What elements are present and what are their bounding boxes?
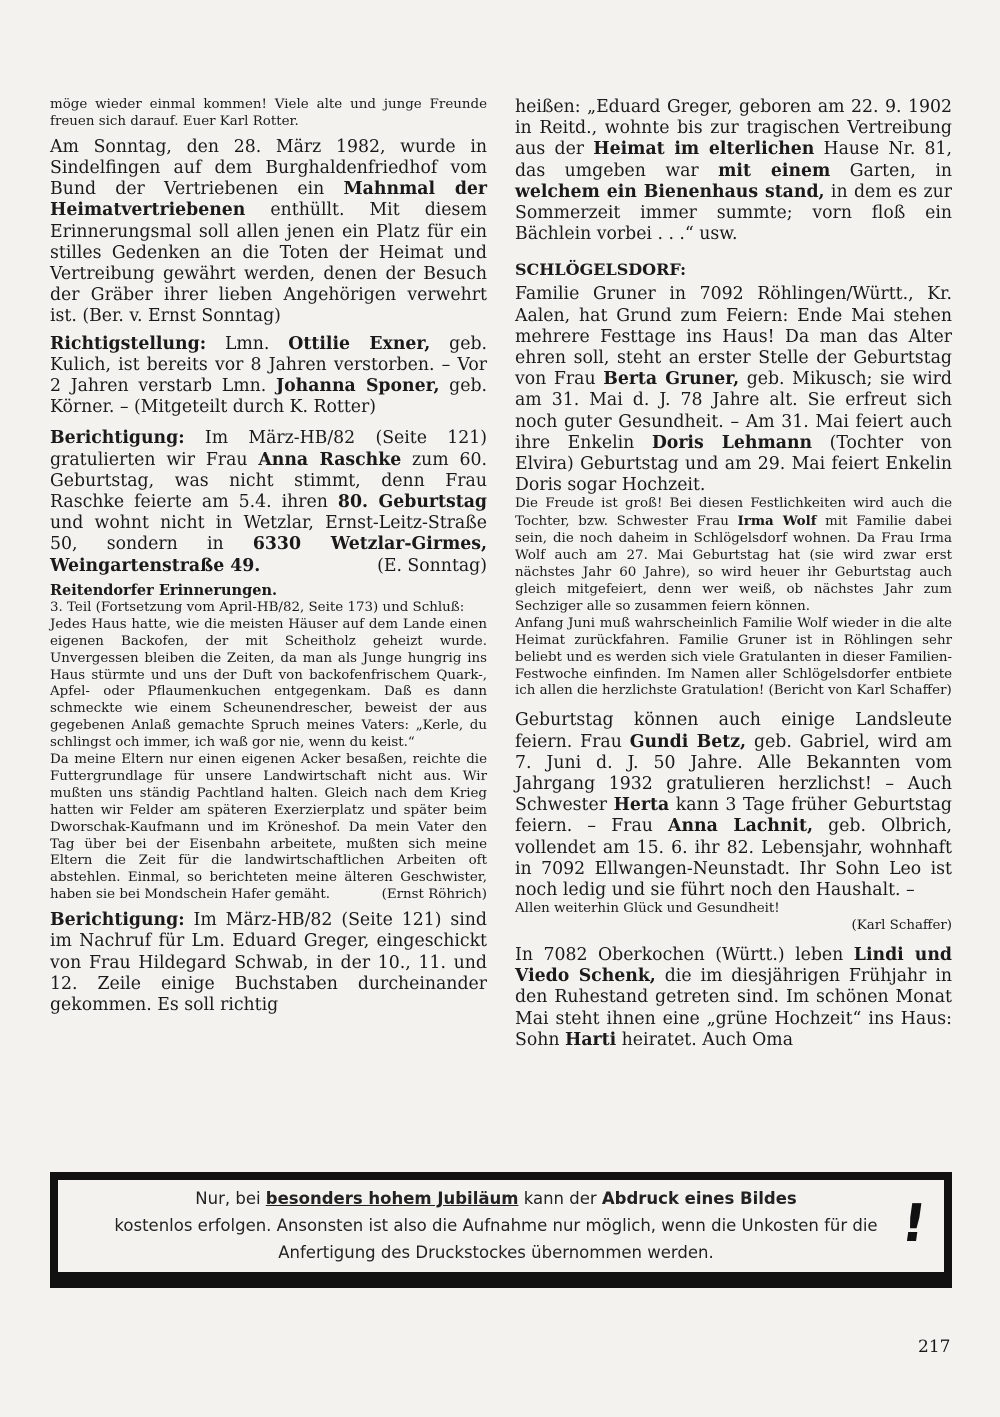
paragraph-mahnmal: Am Sonntag, den 28. März 1982, wurde in Sindelfingen auf dem Burghaldenfriedhof vom Bund der Vertriebenen ein Mahnmal der Heimatvertriebenen enthüllt. Mit diesem Erinnerungsmal soll allen jenen ein Platz für ein stilles Gedenken an die Toten der Heimat und Vertreibung gewährt werden, denen der Besuch der Gräber ihrer lieben Angehörigen verwehrt ist. (Ber. v. Ernst Sonntag) [50,136,487,327]
section-subheading: Reitendorfer Erinnerungen. [50,581,278,599]
notice-text: Nur, bei besonders hohem Jubiläum kann der Abdruck eines Bildes kostenlos erfolgen. Ansonsten ist also die Aufnahme nur möglich, wenn die Unkosten für die Anfertigung des Druckstockes übernommen werden. ! [58,1180,944,1272]
paragraph: Anfang Juni muß wahrscheinlich Familie Wolf wieder in die alte Heimat zurückfahren. Familie Gruner ist in Röhlingen sehr beliebt und es werden sich viele Gratulanten in dieser Familien-Festwoche einfinden. Im Namen aller Schlögelsdorfer entbiete ich allen die herzlichste Gratulation! (Bericht von Karl Schaffer) [515,615,952,699]
page-number: 217 [918,1337,951,1357]
paragraph-richtigstellung: Richtigstellung: Lmn. Ottilie Exner, geb. Kulich, ist bereits vor 8 Jahren verstorben. – Vor 2 Jahren verstarb Lmn. Johanna Sponer, geb. Körner. – (Mitgeteilt durch K. Rotter) [50,333,488,418]
paragraph: Allen weiterhin Glück und Gesundheit! [515,901,780,917]
right-column [515,97,952,1051]
paragraph-berichtigung-2: Berichtigung: Im März-HB/82 (Seite 121) sind im Nachruf für Lm. Eduard Greger, eingeschickt von Frau Hildegard Schwab, in der 10., 11. und 12. Zeile einige Buchstaben durcheinander gekommen. Es soll richtig [50,910,487,1015]
paragraph: Da meine Eltern nur einen eigenen Acker besaßen, reichte die Futtergrundlage für unsere Landwirtschaft nicht aus. Wir mußten uns ständig Pachtland halten. Gleich nach dem Krieg hatten wir Felder am späteren Exerzierplatz und später beim Dworschak-Kaufmann und im Kröneshof. Da mein Vater den Tag über bei der Eisenbahn arbeitete, mußten sich meine Eltern die Zeit für die landwirtschaftlichen Arbeiten oft abstehlen. Einmal, so berichteten meine älteren Geschwister, haben sie bei Mondschein Hafer gemäht. (Ernst Röhrich) [50,752,487,903]
paragraph-berichtigung-1: Berichtigung: Im März-HB/82 (Seite 121) gratulierten wir Frau Anna Raschke zum 60. Geburtstag, was nicht stimmt, denn Frau Raschke feierte am 5.4. ihren 80. Geburtstag und wohnt nicht in Wetzlar, Ernst-Leitz-Straße 50, sondern in 6330 Wetzlar-Girmes, Weingartenstraße 49. (E. Sonntag) [50,428,488,576]
paragraph: heißen: „Eduard Greger, geboren am 22. 9. 1902 in Reitd., wohnte bis zur tragischen Vertreibung aus der Heimat im elterlichen Hause Nr. 81, das umgeben war mit einem Garten, in welchem ein Bienenhaus stand, in dem es zur Sommerzeit immer summte; vorn floß ein Bächlein vorbei . . .“ usw. [515,97,953,245]
paragraph: Jedes Haus hatte, wie die meisten Häuser auf dem Lande einen eigenen Backofen, der mit Scheitholz geheizt wurde. Unvergessen bleiben die Zeiten, da man als Junge hungrig ins Haus stürmte und uns der Duft von backofenfrischem Quark-, Apfel- oder Pflaumenkuchen entgegenkam. Daß es dann schmeckte wie einem Scheunendrescher, beweist der aus gegebenen Anlaß gemachte Spruch meines Vaters: „Kerle, du schlingst och immer, ich waß gor nie, wenn du keist.“ [50,616,487,751]
paragraph: In 7082 Oberkochen (Württ.) leben Lindi und Viedo Schenk, die im diesjährigen Frühjahr in den Ruhestand getreten sind. Im schönen Monat Mai steht ihnen eine „grüne Hochzeit“ ins Haus: Sohn Harti heiratet. Auch Oma [515,944,952,1050]
paragraph: Geburtstag können auch einige Landsleute feiern. Frau Gundi Betz, geb. Gabriel, wird am 7. Juni d. J. 50 Jahre. Alle Bekannten vom Jahrgang 1932 gratulieren herzlichst! – Auch Schwester Herta kann 3 Tage früher Geburtstag feiern. – Frau Anna Lachnit, geb. Olbrich, vollendet am 15. 6. ihr 82. Lebensjahr, wohnhaft in 7092 Ellwangen-Neunstadt. Ihr Sohn Leo ist noch ledig und sie führt noch den Haushalt. – [515,710,952,900]
paragraph: Familie Gruner in 7092 Röhlingen/Württ., Kr. Aalen, hat Grund zum Feiern: Ende Mai stehen mehrere Festtage ins Haus! Da man das Alter ehren soll, steht an erster Stelle der Geburtstag von Frau Berta Gruner, geb. Mikusch; sie wird am 31. Mai d. J. 78 Jahre alt. Sie erfreut sich noch guter Gesundheit. – Am 31. Mai feiert auch ihre Enkelin Doris Lehmann (Tochter von Elvira) Geburtstag und am 29. Mai feiert Enkelin Doris sogar Hochzeit. [515,284,952,496]
exclamation-icon: ! [898,1194,931,1254]
signature: (Karl Schaffer) [851,918,952,934]
paragraph: Die Freude ist groß! Bei diesen Festlichkeiten wird auch die Tochter, bzw. Schwester Frau Irma Wolf mit Familie dabei sein, die noch daheim in Schlögelsdorf wohnen. Da Frau Irma Wolf auch am 27. Mai Geburtstag hat (sie wird zwar erst nächstes Jahr 60 Jahre), so wird heuer ihr Geburtstag auch gleich mitgefeiert, denn wer weiß, ob nächstes Jahr zum Sechziger alle so zusammen feiern können. [515,496,952,614]
left-column [50,97,487,1016]
paragraph: 3. Teil (Fortsetzung vom April-HB/82, Seite 173) und Schluß: [50,599,465,615]
paragraph: möge wieder einmal kommen! Viele alte und junge Freunde freuen sich darauf. Euer Karl Rotter. [50,97,487,129]
notice-box [50,1172,952,1288]
section-heading: SCHLÖGELSDORF: [515,260,687,280]
